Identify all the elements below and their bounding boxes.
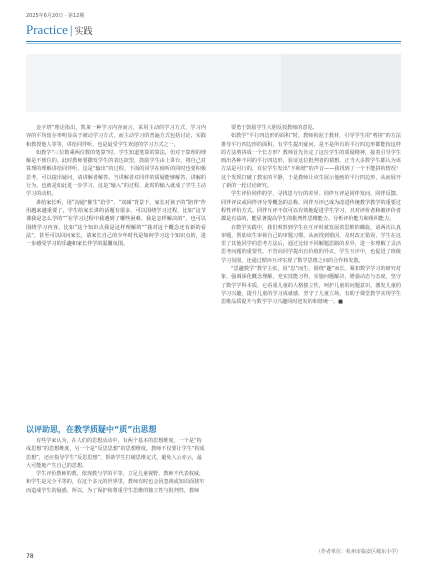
page-number: 78 [26,553,34,560]
paragraph: 如教学“平行四边形的面积”时，教师拘泥于教材，引导学生用“剪拼”的方法推导平行四边形的面积，有学生提出疑问，是不是所有的平行四边形都能按这样的方法剪拼成一个长方形？教师首先肯定了这位学生的质疑精神，接着引导学生画出各种不同的平行四边形，验证这位批判者的猜想。正当大多数学生都认为该方法是可行的，有位学生发出“不和谐”的声音——我找到了一个不能拼的情况！这个发现打破了教室的平静，于是教师让该生展示他画的平行四边形，从而展开了新的一轮讨论研究。 [221,133,401,190]
header-rule-thin [26,43,401,44]
header [26,22,93,38]
column-left-lower [26,437,206,495]
issue-date: 2025年6月20日 · 第12期 [26,13,85,19]
header-illustration [26,54,401,112]
paragraph: “思趣数学”教学主张，因“思”而生，围绕“趣”而长。紧扣数学学习的研究对象，强调深化概念理解，充实技能习得，实施问题解决，增强动态与态度，坚守了数学学科本质，它看重儿童的人格独立性，呵护儿童的问题意识，激发儿童的学习兴趣，提升儿童的学习成就感，坚守了儿童立场，有助于课堂教学实现学生思维品质提升与数学学习兴趣同时迸发的和谐统一。■ [221,266,401,306]
paragraph: 学生评价同伴的学，寻找思与行的差异。同伴互评是同伴发问、同伴反馈、同伴评议或同伴评分等概念的总称。同伴互评已成为改进传统教学教学的重要过程性评价方式。同伴互评不仅可以有效地促进学生学习，且对评价者和被评价者都是有益的，能显著提高学生的批判性思维能力、分析评价能力和组织能力。 [221,191,401,223]
illustration-shade [281,54,401,112]
paragraph: 金字塔”理论指出，凯莱一种学习内容而言，采用主动的学习方式，学习内容的平均留存率明显高于被动学习方式，而主动学习的普遍方式包括讨论、实践和教授他人等等，讲给同伴听，也是最受学生欢迎的学习方式之一。 [26,125,206,148]
column-right [221,124,401,307]
header-rule [26,41,401,42]
paragraph: 有些学家认为，在人们的思想活动中，有两个基本的思想维度，一个是“构成思想”的思想维度，另一个是“反思思想”的思想维度。教师不仅要让学生“构成思想”，还应指导学生“反思思想”，帮助学生打破思维定式，避免人云亦云，最大可能地产生自己的思想。 [26,438,205,469]
header-title: Practice [26,22,68,37]
paragraph: 讲给家长听，用“沟通”催生“给学”。“双减”背景下，家长对孩子的“陪伴”作用越来越重要了，学生给家长讲的话题有很多，可以围绕学习过程，比如“这节课我是怎么学的”“在学习过程中我遇到了哪些困难，我是怎样解决的”，也可以围绕学习内容，比如“这个知识点我是这样理解的”“我对这个概念还有新的看法”，甚至可以回问家长，请家长自己的少年时代是如何学习这个知识点的，进一步感受学习的乐趣和家长伴学的温馨氛围。 [26,199,206,248]
paragraph: 要勇于鼓励学生大胆反驳教师的意见。 [231,125,318,131]
paragraph: 学生评价教师的教，依现教与学的平等。立足儿童视野，教师不代表权威，和学生是完全平等的，在这个多元的世界里，教师有时也会因忽视或知识面狭窄而造成学生的疑惑，所以，为了保护和尊重学生思维的独立性与批判性，教师 [26,471,205,494]
header-subtitle: 实践 [74,26,93,36]
author-affiliation: （作者单位：杭州市临安区城东小学） [315,549,401,555]
header-separator: | [69,22,73,37]
section-heading: 以评助思，在教学质疑中“质”出思想 [26,425,157,434]
paragraph: 如教学“三位数乘两位数的笔算”时，学生知道笔算的算法，但对于算理的理解是不到位的。此时教师要撒发学生的表达欲望，鼓励学生由上讲台，将自己对算理的理解讲给同伴听，这是“输出”的过程。下面的同学在倾听的同时也要积极思考，可以提出疑问，请讲解者解答。当讲解者对同伴的质疑能够解答，讲解的行为，也就是如此进一步学习，这是“输入”的过程，此时的输入就成了学生主动学习的动机。 [26,149,206,198]
paragraph: 在数学实践中，我们观察到学生在互评时就发展着思维的螺旋。请两次认真审题，帮助该生审视自己的审题习惯，从而找到错因，及时改正错误，学生在这里了其他同学的思考方法后，通过比较不同解题思路的差异，进一步理解了灵活思考问题的重要性。不管向同学提出有价值的异议，学生互评中，也促进了班级学习氛围，还通过循环互评实现了数学思维之间的合作和发散。 [221,224,401,264]
column-left [26,124,206,248]
